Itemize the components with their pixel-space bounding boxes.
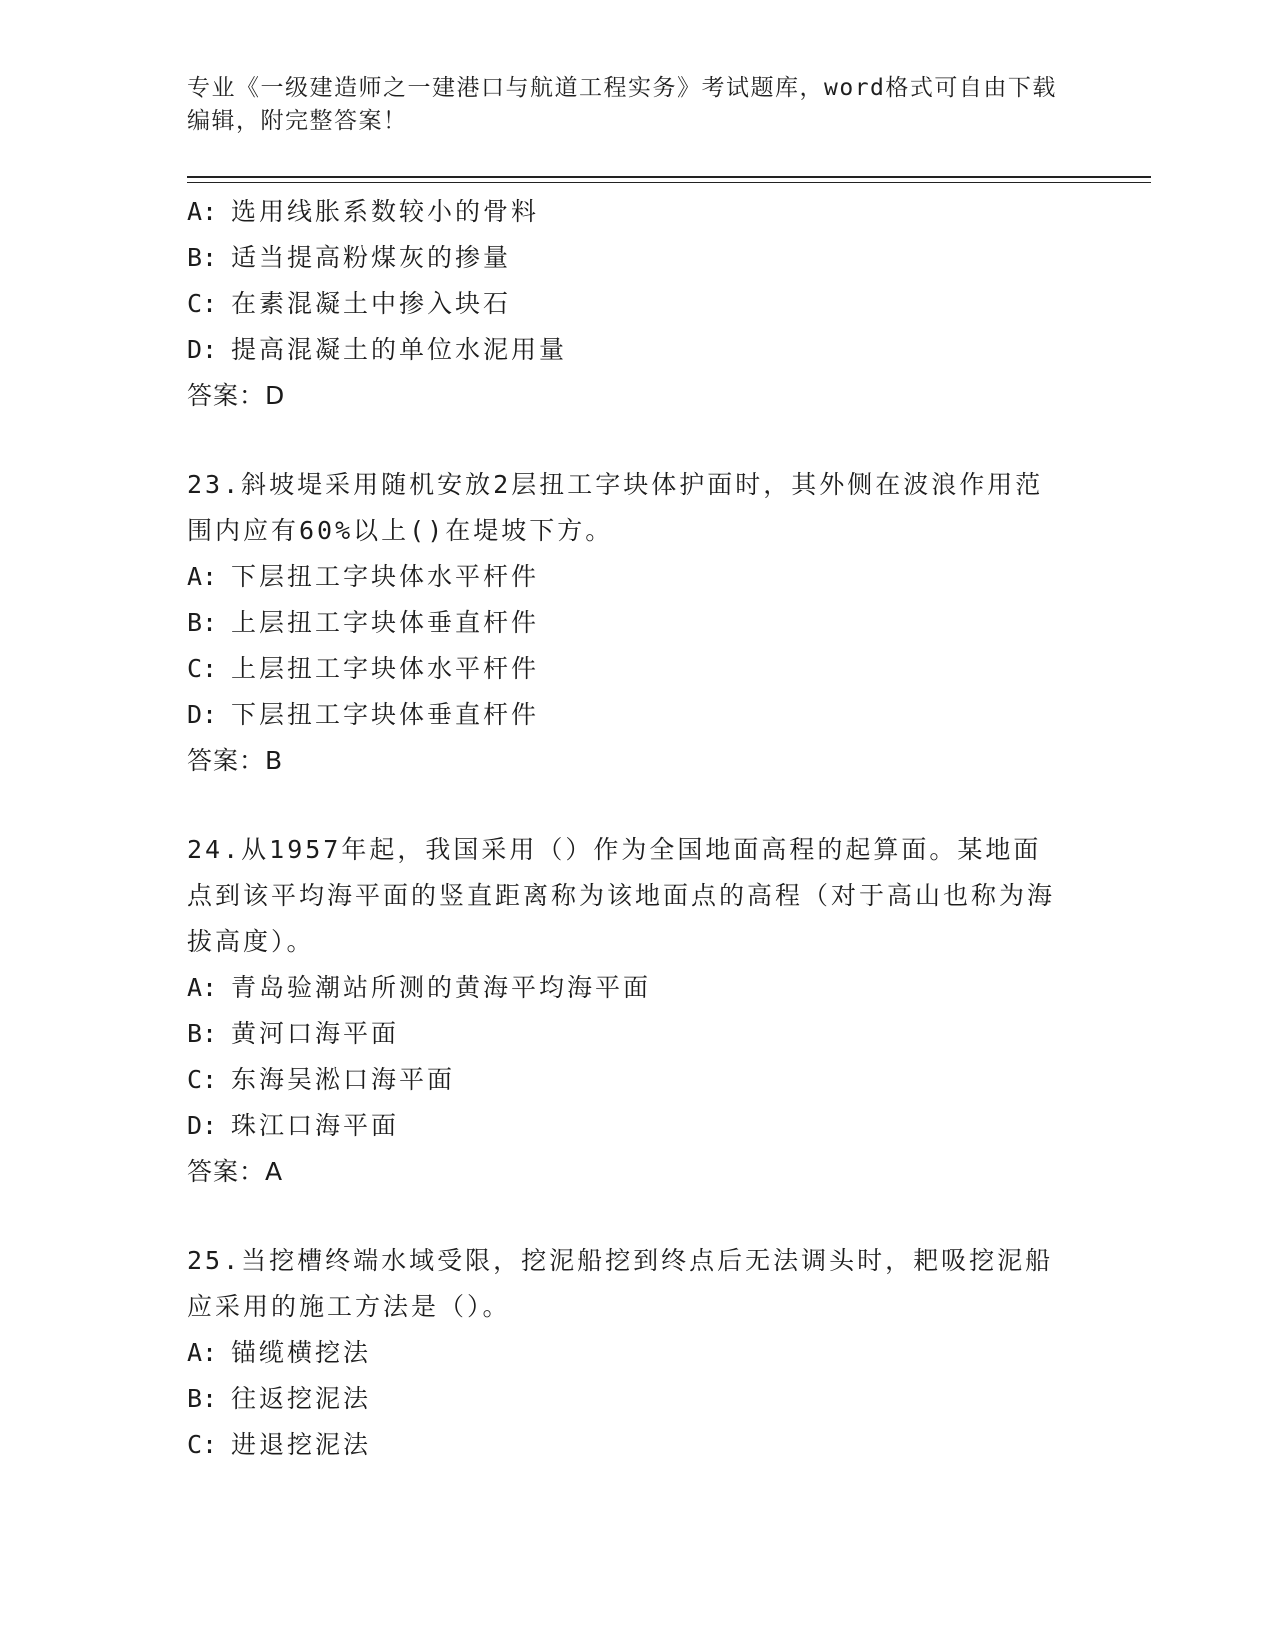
question-22 xyxy=(187,189,1087,419)
option-text: 下层扭工字块体水平杆件 xyxy=(231,562,540,591)
question-25 xyxy=(187,1238,1087,1468)
answer: 答案：D xyxy=(187,381,286,410)
header-note: 专业《一级建造师之一建港口与航道工程实务》考试题库，word格式可自由下载编辑，附完整答案！ xyxy=(187,75,1057,134)
option-c xyxy=(187,1057,1087,1103)
option-c xyxy=(187,1422,1087,1468)
option-letter: C: xyxy=(187,1065,218,1094)
option-letter: B: xyxy=(187,243,218,272)
option-letter: B: xyxy=(187,608,218,637)
option-a xyxy=(187,189,1087,235)
option-text: 东海吴淞口海平面 xyxy=(231,1065,456,1094)
option-b xyxy=(187,1376,1087,1422)
option-c xyxy=(187,281,1087,327)
option-letter: C: xyxy=(187,654,218,683)
option-a xyxy=(187,1330,1087,1376)
option-text: 上层扭工字块体垂直杆件 xyxy=(231,608,540,637)
option-text: 适当提高粉煤灰的掺量 xyxy=(231,243,512,272)
option-text: 在素混凝土中掺入块石 xyxy=(231,289,512,318)
option-b xyxy=(187,235,1087,281)
question-23 xyxy=(187,462,1087,784)
option-text: 往返挖泥法 xyxy=(231,1384,372,1413)
option-letter: B: xyxy=(187,1384,218,1413)
option-letter: A: xyxy=(187,973,218,1002)
option-text: 选用线胀系数较小的骨料 xyxy=(231,197,540,226)
question-24 xyxy=(187,827,1087,1195)
question-stem: 23.斜坡堤采用随机安放2层扭工字块体护面时，其外侧在波浪作用范围内应有60%以上()在堤坡下方。 xyxy=(187,470,1044,545)
option-c xyxy=(187,646,1087,692)
option-d xyxy=(187,327,1087,373)
question-stem: 25.当挖槽终端水域受限，挖泥船挖到终点后无法调头时，耙吸挖泥船应采用的施工方法是（）。 xyxy=(187,1246,1054,1321)
question-stem: 24.从1957年起，我国采用（）作为全国地面高程的起算面。某地面点到该平均海平面的竖直距离称为该地面点的高程（对于高山也称为海拔高度）。 xyxy=(187,835,1056,956)
option-text: 锚缆横挖法 xyxy=(231,1338,372,1367)
option-text: 提高混凝土的单位水泥用量 xyxy=(231,335,568,364)
option-letter: D: xyxy=(187,1111,218,1140)
option-letter: A: xyxy=(187,562,218,591)
option-d xyxy=(187,692,1087,738)
answer: 答案：B xyxy=(187,746,284,775)
option-letter: A: xyxy=(187,197,218,226)
option-b xyxy=(187,600,1087,646)
option-letter: C: xyxy=(187,1430,218,1459)
option-letter: C: xyxy=(187,289,218,318)
option-letter: B: xyxy=(187,1019,218,1048)
option-text: 珠江口海平面 xyxy=(231,1111,400,1140)
option-a xyxy=(187,554,1087,600)
option-text: 进退挖泥法 xyxy=(231,1430,372,1459)
option-a xyxy=(187,965,1087,1011)
header-divider-thin xyxy=(187,182,1151,183)
option-b xyxy=(187,1011,1087,1057)
option-letter: D: xyxy=(187,335,218,364)
option-text: 上层扭工字块体水平杆件 xyxy=(231,654,540,683)
option-text: 黄河口海平面 xyxy=(231,1019,400,1048)
answer: 答案：A xyxy=(187,1157,284,1186)
header-divider-thick xyxy=(187,176,1151,178)
option-text: 下层扭工字块体垂直杆件 xyxy=(231,700,540,729)
option-text: 青岛验潮站所测的黄海平均海平面 xyxy=(231,973,652,1002)
option-letter: D: xyxy=(187,700,218,729)
option-d xyxy=(187,1103,1087,1149)
question-list xyxy=(187,189,1087,1468)
option-letter: A: xyxy=(187,1338,218,1367)
